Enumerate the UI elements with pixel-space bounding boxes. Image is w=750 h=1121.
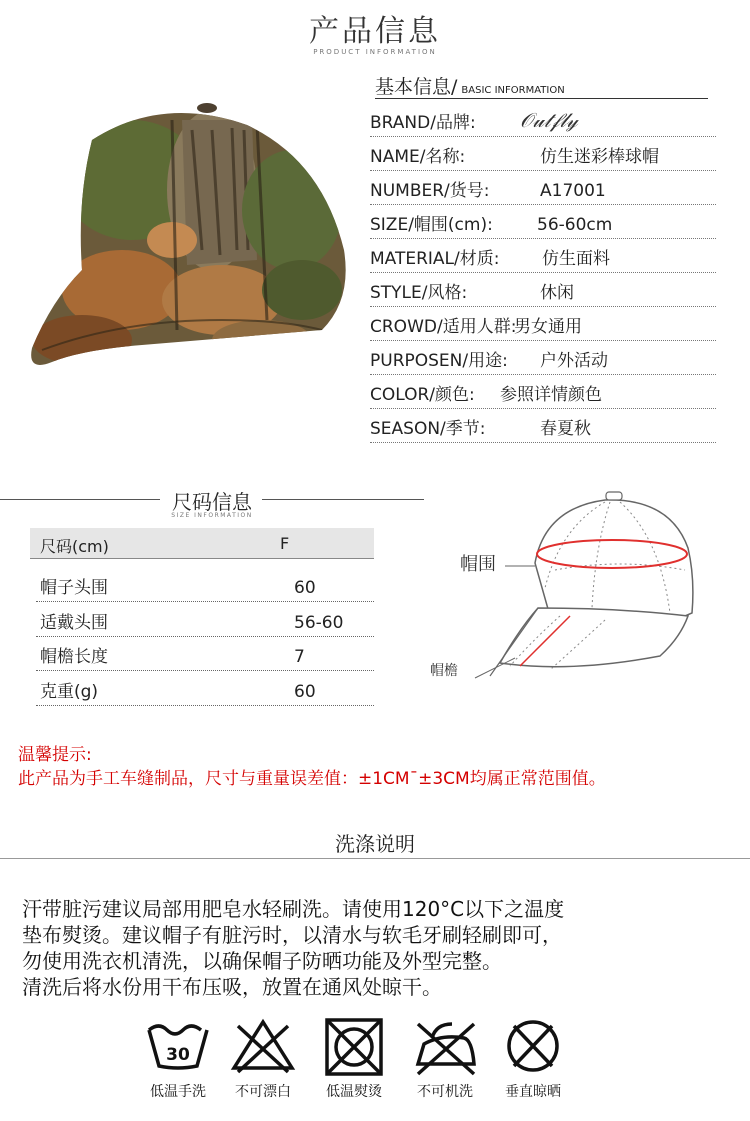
notice-title: 温馨提示: [18,745,92,765]
brand-label: BRAND/品牌: [370,113,476,133]
diagram-label-circumference: 帽围 [460,554,496,575]
size-row-name: 适戴头围 [40,612,108,633]
wash-title: 洗涤说明 [335,832,415,856]
info-row-value: 仿生面料 [542,249,610,269]
wash-instruction-line: 勿使用洗衣机清洗，以确保帽子防晒功能及外型完整。 [22,949,502,973]
wash-instruction-line: 汗带脏污建议局部用肥皂水轻刷洗。请使用120°C以下之温度 [22,897,565,921]
wash-instruction-line: 清洗后将水份用干布压吸，放置在通风处晾干。 [22,975,442,999]
care-label: 不可机洗 [417,1084,473,1100]
info-row-value: 仿生迷彩棒球帽 [540,147,659,167]
svg-text:30: 30 [166,1045,190,1065]
page-title: 产品信息 [309,14,441,49]
diagram-label-brim: 帽檐 [430,663,458,679]
info-row-value: 56-60cm [537,215,613,235]
info-row-brand [370,102,716,137]
info-row-label: COLOR/颜色: [370,385,475,405]
info-row [370,170,716,205]
no-bleach-icon [230,1016,296,1082]
info-row-value: 户外活动 [540,351,608,371]
size-header-col2: F [280,534,290,553]
low-temp-iron-icon [321,1016,387,1082]
info-row-value: A17001 [540,181,606,201]
size-row-value: 60 [294,578,316,598]
info-row [370,136,716,171]
hang-dry-icon [500,1016,566,1082]
size-row-value: 60 [294,681,316,702]
divider [0,858,750,859]
basic-info-heading-zh: 基本信息/ [375,76,458,98]
care-label: 垂直晾晒 [505,1084,561,1100]
info-row [370,374,716,409]
divider [262,499,424,500]
size-info-subtitle: SIZE INFORMATION [171,512,253,519]
care-label: 低温熨烫 [326,1084,382,1100]
page-subtitle: PRODUCT INFORMATION [313,48,437,56]
info-row [370,306,716,341]
info-row-value: 参照详情颜色 [500,385,602,405]
no-machine-wash-icon [412,1016,478,1082]
size-row-value: 7 [294,647,305,667]
size-table-row [36,567,374,602]
info-row-value: 春夏秋 [540,419,591,439]
info-row-label: SIZE/帽围(cm): [370,215,493,235]
care-label: 不可漂白 [235,1084,291,1100]
info-row-label: MATERIAL/材质: [370,249,500,269]
size-row-name: 克重(g) [40,681,99,702]
basic-info-heading-en: BASIC INFORMATION [461,85,565,96]
info-row-label: NAME/名称: [370,147,466,167]
size-row-name: 帽子头围 [40,578,108,598]
wash-30-icon [145,1016,211,1082]
notice-text: 此产品为手工车缝制品，尺寸与重量误差值：±1CMˉ±3CM均属正常范围值。 [18,769,606,789]
care-label: 低温手洗 [150,1084,206,1100]
info-row-label: SEASON/季节: [370,419,486,439]
info-row [370,408,716,443]
size-table-row [36,671,374,706]
size-table-row [36,636,374,671]
divider [0,499,160,500]
size-info-title: 尺码信息 [172,490,252,514]
info-row [370,204,716,239]
info-row [370,238,716,273]
cap-size-diagram [420,488,730,688]
size-row-value: 56-60 [294,612,344,633]
info-row-value: 休闲 [540,283,574,303]
info-row-label: NUMBER/货号: [370,181,490,201]
info-row-label: STYLE/风格: [370,283,468,303]
size-row-name: 帽檐长度 [40,647,108,667]
info-row-label: CROWD/适用人群: [370,317,517,337]
info-row [370,340,716,375]
info-row [370,272,716,307]
size-table-row [36,602,374,637]
info-row-label: PURPOSEN/用途: [370,351,508,371]
basic-info-heading [375,72,708,99]
info-row-value: 男女通用 [514,317,582,337]
wash-instruction-line: 垫布熨烫。建议帽子有脏污时，以清水与软毛牙刷轻刷即可， [22,923,562,947]
size-header-col1: 尺码(cm) [40,537,109,556]
size-table-header [30,528,374,559]
cap-photo [22,100,352,380]
brand-logo: 𝒪𝓊𝓉𝒻𝓁𝓎 [520,108,578,132]
